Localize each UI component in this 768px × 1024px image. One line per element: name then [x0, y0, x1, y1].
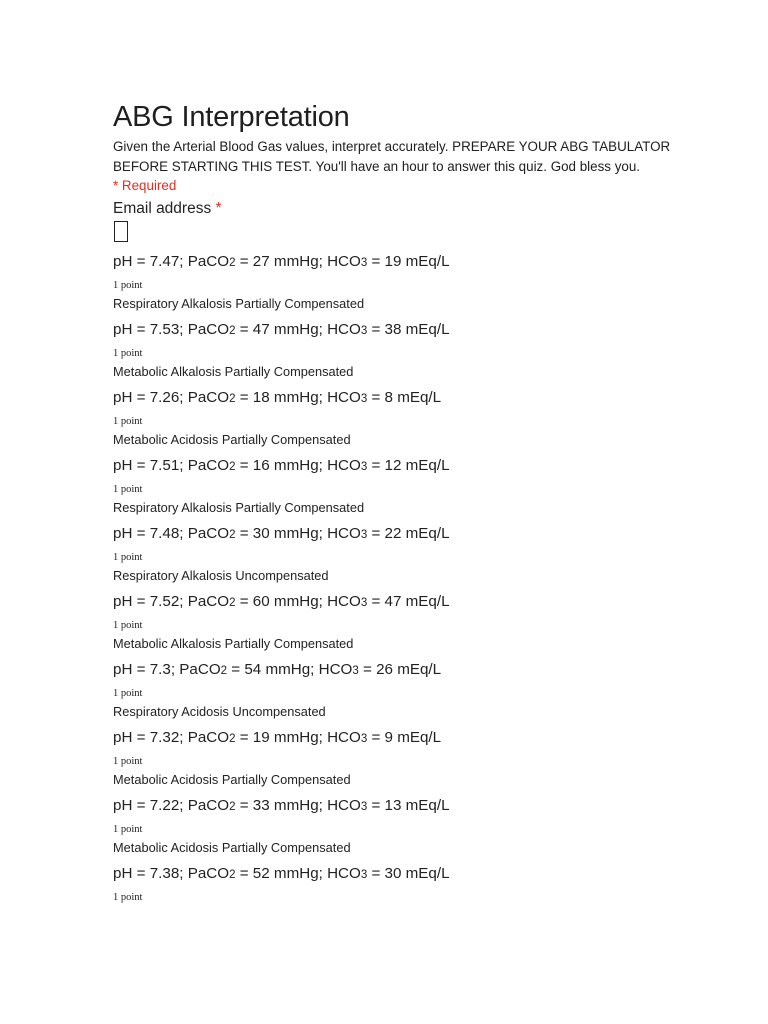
question-text — [113, 524, 450, 545]
question-ph-part: pH = 7.52; PaCO — [113, 593, 230, 610]
question-subscript: 2 — [229, 733, 236, 745]
email-label — [113, 199, 673, 219]
question-ph-part: pH = 7.51; PaCO — [113, 457, 230, 474]
question-end-part: = 30 mEq/L — [367, 865, 450, 882]
question-end-part: = 19 mEq/L — [367, 253, 450, 270]
question-subscript: 3 — [352, 665, 359, 677]
question-points: 1 point — [113, 824, 143, 835]
question-text — [113, 320, 450, 341]
question-subscript: 3 — [360, 529, 368, 541]
question-points: 1 point — [113, 756, 143, 767]
question-item — [113, 320, 673, 388]
question-ph-part: pH = 7.47; PaCO — [113, 253, 230, 270]
required-note: * Required — [113, 178, 177, 193]
question-list — [113, 252, 673, 932]
form-page — [113, 98, 673, 932]
question-answer: Metabolic Alkalosis Partially Compensated — [113, 364, 354, 379]
question-text — [113, 728, 441, 749]
question-item — [113, 660, 673, 728]
question-ph-part: pH = 7.48; PaCO — [113, 525, 230, 542]
question-mid-part: = 27 mmHg; HCO — [235, 253, 361, 270]
question-subscript: 3 — [360, 869, 368, 881]
question-mid-part: = 16 mmHg; HCO — [235, 457, 361, 474]
question-points: 1 point — [113, 416, 143, 427]
question-points: 1 point — [113, 484, 143, 495]
question-end-part: = 47 mEq/L — [367, 593, 450, 610]
question-mid-part: = 19 mmHg; HCO — [235, 729, 361, 746]
question-ph-part: pH = 7.53; PaCO — [113, 321, 230, 338]
question-subscript: 3 — [360, 257, 368, 269]
question-text — [113, 456, 450, 477]
question-subscript: 3 — [360, 597, 368, 609]
question-text — [113, 592, 450, 613]
question-text — [113, 660, 441, 681]
question-text — [113, 388, 441, 409]
question-subscript: 2 — [220, 665, 228, 677]
question-mid-part: = 47 mmHg; HCO — [235, 321, 361, 338]
question-subscript: 2 — [229, 257, 236, 269]
question-mid-part: = 54 mmHg; HCO — [227, 661, 353, 678]
question-answer: Respiratory Alkalosis Partially Compensated — [113, 296, 365, 311]
question-end-part: = 8 mEq/L — [367, 389, 442, 406]
question-mid-part: = 52 mmHg; HCO — [235, 865, 361, 882]
question-subscript: 3 — [360, 733, 368, 745]
email-label-text: Email address — [113, 200, 212, 217]
question-end-part: = 9 mEq/L — [367, 729, 442, 746]
question-item — [113, 864, 673, 932]
question-answer: Metabolic Acidosis Partially Compensated — [113, 840, 351, 855]
question-answer: Metabolic Alkalosis Partially Compensated — [113, 636, 354, 651]
question-end-part: = 13 mEq/L — [367, 797, 450, 814]
question-item — [113, 252, 673, 320]
question-subscript: 2 — [229, 393, 236, 405]
question-points: 1 point — [113, 688, 143, 699]
question-subscript: 2 — [229, 801, 236, 813]
question-text — [113, 864, 450, 885]
question-subscript: 2 — [229, 529, 236, 541]
question-item — [113, 796, 673, 864]
question-ph-part: pH = 7.38; PaCO — [113, 865, 230, 882]
form-title: ABG Interpretation — [113, 101, 350, 133]
question-mid-part: = 33 mmHg; HCO — [235, 797, 361, 814]
form-description: Given the Arterial Blood Gas values, interpret accurately. PREPARE YOUR ABG TABULATOR BEFORE STARTING THIS TEST. You'll have an hour to answer this quiz. God bless you. — [113, 139, 671, 174]
question-item — [113, 388, 673, 456]
question-item — [113, 592, 673, 660]
question-subscript: 3 — [360, 801, 368, 813]
question-ph-part: pH = 7.26; PaCO — [113, 389, 230, 406]
question-item — [113, 728, 673, 796]
question-ph-part: pH = 7.22; PaCO — [113, 797, 230, 814]
question-points: 1 point — [113, 552, 143, 563]
question-item — [113, 524, 673, 592]
question-subscript: 2 — [229, 597, 236, 609]
question-subscript: 3 — [360, 325, 368, 337]
question-points: 1 point — [113, 620, 143, 631]
question-answer: Metabolic Acidosis Partially Compensated — [113, 772, 351, 787]
question-text — [113, 252, 450, 273]
question-end-part: = 26 mEq/L — [358, 661, 442, 678]
question-text — [113, 796, 450, 817]
question-points: 1 point — [113, 892, 143, 903]
required-star: * — [215, 200, 222, 217]
question-subscript: 3 — [360, 393, 368, 405]
question-end-part: = 38 mEq/L — [367, 321, 450, 338]
question-ph-part: pH = 7.32; PaCO — [113, 729, 230, 746]
question-ph-part: pH = 7.3; PaCO — [113, 661, 221, 678]
question-answer: Respiratory Acidosis Uncompensated — [113, 704, 326, 719]
question-subscript: 2 — [229, 325, 236, 337]
question-subscript: 2 — [229, 869, 236, 881]
question-subscript: 3 — [360, 461, 368, 473]
question-end-part: = 22 mEq/L — [367, 525, 450, 542]
question-points: 1 point — [113, 280, 143, 291]
question-item — [113, 456, 673, 524]
question-mid-part: = 60 mmHg; HCO — [235, 593, 361, 610]
email-input[interactable] — [114, 221, 128, 242]
question-answer: Respiratory Alkalosis Partially Compensated — [113, 500, 365, 515]
question-points: 1 point — [113, 348, 143, 359]
question-mid-part: = 18 mmHg; HCO — [235, 389, 361, 406]
question-end-part: = 12 mEq/L — [367, 457, 450, 474]
question-mid-part: = 30 mmHg; HCO — [235, 525, 361, 542]
question-answer: Respiratory Alkalosis Uncompensated — [113, 568, 329, 583]
question-subscript: 2 — [229, 461, 236, 473]
question-answer: Metabolic Acidosis Partially Compensated — [113, 432, 351, 447]
